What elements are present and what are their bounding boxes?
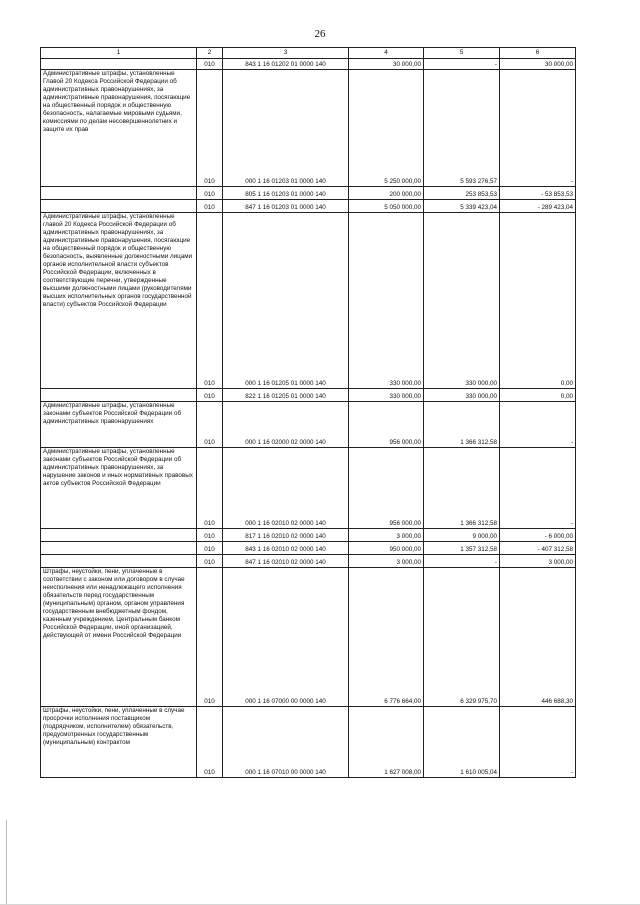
row-approved-amount-cell [349,200,424,213]
row-approved-amount-cell [349,70,424,187]
row-line-code: 010 [204,769,215,776]
row-executed-amount: - [494,61,497,68]
row-line-code-cell [197,59,223,70]
row-unexecuted-amount: 0,00 [560,393,573,400]
row-executed-amount-cell [424,529,500,542]
row-approved-amount-cell [349,707,424,778]
row-line-code-cell [197,555,223,568]
row-unexecuted-amount: - [570,520,573,527]
row-description-cell [41,448,197,529]
row-executed-amount-cell [424,187,500,200]
row-approved-amount-cell [349,402,424,448]
row-line-code: 010 [204,204,215,211]
row-line-code: 010 [204,393,215,400]
row-budget-code: 000 1 16 02010 02 0000 140 [245,520,326,527]
row-description-cell [41,568,197,707]
row-line-code-cell [197,402,223,448]
row-budget-code: 000 1 16 01205 01 0000 140 [245,380,326,387]
row-description-cell [41,542,197,555]
row-executed-amount: 6 329 975,70 [460,698,497,705]
row-description: Штрафы, неустойки, пени, уплаченные в соответствии с законом или договором в случае неисполнения или ненадлежащего исполнения обязательств перед государственным (муниципальным) органом, органом управления государственным внебюджетным фондом, казенным учреждением, Центральным банком Российской Федерации, иной организацией, действующей от имени Российской Федерации [43,568,185,639]
row-line-code-cell [197,70,223,187]
row-description-cell [41,59,197,70]
row-line-code-cell [197,448,223,529]
row-line-code: 010 [204,698,215,705]
row-description: Штрафы, неустойки, пени, уплаченные в случае просрочки исполнения поставщиком (подрядчиком, исполнителем) обязательств, предусмотренных государственным (муниципальным) контрактом [43,707,185,746]
row-budget-code-cell [223,402,349,448]
table-row [41,448,576,529]
row-description-cell [41,402,197,448]
row-budget-code-cell [223,213,349,389]
row-unexecuted-amount-cell [500,213,576,389]
row-approved-amount: 950 000,00 [389,546,421,553]
row-budget-code: 000 1 16 02000 02 0000 140 [245,439,326,446]
table-row [41,568,576,707]
row-unexecuted-amount-cell [500,568,576,707]
row-description-cell [41,200,197,213]
table-row [41,70,576,187]
row-unexecuted-amount-cell [500,187,576,200]
scan-edge-mark [6,820,7,905]
header-cell: 3 [223,48,349,59]
row-unexecuted-amount-cell [500,389,576,402]
row-approved-amount: 3 000,00 [396,559,421,566]
row-unexecuted-amount: - [570,178,573,185]
row-approved-amount: 1 627 008,00 [384,769,421,776]
row-executed-amount: 1 357 312,58 [460,546,497,553]
row-unexecuted-amount-cell [500,402,576,448]
table-row [41,707,576,778]
row-approved-amount-cell [349,529,424,542]
row-approved-amount: 330 000,00 [389,393,421,400]
row-line-code-cell [197,542,223,555]
row-budget-code: 805 1 16 01203 01 0000 140 [245,191,326,198]
row-approved-amount: 200 000,00 [389,191,421,198]
row-budget-code-cell [223,389,349,402]
row-line-code: 010 [204,520,215,527]
row-line-code: 010 [204,439,215,446]
row-description-cell [41,187,197,200]
header-row [41,48,576,59]
row-description-cell [41,529,197,542]
row-budget-code: 843 1 16 01202 01 0000 140 [245,61,326,68]
row-budget-code: 000 1 16 07010 00 0000 140 [245,769,326,776]
row-executed-amount-cell [424,448,500,529]
row-line-code: 010 [204,61,215,68]
row-executed-amount-cell [424,213,500,389]
row-unexecuted-amount-cell [500,707,576,778]
row-line-code-cell [197,187,223,200]
row-executed-amount: 1 610 005,04 [460,769,497,776]
row-approved-amount: 330 000,00 [389,380,421,387]
row-approved-amount-cell [349,568,424,707]
row-unexecuted-amount: - [570,439,573,446]
table-row [41,555,576,568]
row-unexecuted-amount: 3 000,00 [548,559,573,566]
row-line-code: 010 [204,380,215,387]
row-line-code: 010 [204,191,215,198]
row-approved-amount: 5 250 000,00 [384,178,421,185]
row-budget-code-cell [223,568,349,707]
row-executed-amount: 1 366 312,58 [460,520,497,527]
row-executed-amount: 1 366 312,58 [460,439,497,446]
revenue-table [40,47,576,778]
table-row [41,187,576,200]
header-cell: 5 [424,48,500,59]
row-budget-code: 817 1 16 02010 02 0000 140 [245,533,326,540]
row-executed-amount: 9 000,00 [472,533,497,540]
row-unexecuted-amount: - 289 423,04 [537,204,573,211]
row-description: Административные штрафы, установленные законами субъектов Российской Федерации об административных правонарушениях, за нарушение законов и иных нормативных правовых актов субъектов Российской Федерации [43,448,193,487]
row-approved-amount: 6 776 664,00 [384,698,421,705]
row-description-cell [41,70,197,187]
row-unexecuted-amount-cell [500,70,576,187]
row-budget-code: 847 1 16 01203 01 0000 140 [245,204,326,211]
row-budget-code: 822 1 16 01205 01 0000 140 [245,393,326,400]
row-budget-code-cell [223,448,349,529]
row-description: Административные штрафы, установленные Главой 20 Кодекса Российской Федерации об административных правонарушениях, за административные правонарушения, посягающие на общественный порядок и общественную безопасность, налагаемые мировыми судьями, комиссиями по делам несовершеннолетних и защите их прав [43,70,191,133]
row-approved-amount-cell [349,555,424,568]
row-approved-amount: 5 050 000,00 [384,204,421,211]
row-line-code-cell [197,568,223,707]
row-budget-code: 000 1 16 07000 00 0000 140 [245,698,326,705]
row-line-code-cell [197,529,223,542]
row-executed-amount-cell [424,555,500,568]
row-executed-amount: 5 339 423,04 [460,204,497,211]
row-approved-amount-cell [349,542,424,555]
row-approved-amount-cell [349,213,424,389]
row-description: Административные штрафы, установленные главой 20 Кодекса Российской Федерации об административных правонарушениях, за административные правонарушения, посягающие на общественный порядок и общественную безопасность, выявленные должностными лицами органов исполнительной власти субъектов Российской Федерации, включенных в соответствующие перечни, утвержденные высшими должностными лицами (руководителями высших исполнительных органов государственной власти) субъектов Российской Федерации [43,213,193,308]
row-description-cell [41,213,197,389]
row-executed-amount: - [494,559,497,566]
row-approved-amount: 3 000,00 [396,533,421,540]
row-executed-amount: 330 000,00 [465,393,497,400]
header-cell: 1 [41,48,197,59]
row-description-cell [41,707,197,778]
table-row [41,389,576,402]
row-approved-amount-cell [349,448,424,529]
table-row [41,59,576,70]
row-unexecuted-amount-cell [500,59,576,70]
row-line-code: 010 [204,533,215,540]
row-unexecuted-amount: - 6 000,00 [544,533,573,540]
row-line-code: 010 [204,546,215,553]
row-line-code-cell [197,213,223,389]
row-executed-amount-cell [424,402,500,448]
row-budget-code: 847 1 16 02010 02 0000 140 [245,559,326,566]
row-description: Административные штрафы, установленные законами субъектов Российской Федерации об административных правонарушениях [43,402,182,425]
row-line-code: 010 [204,178,215,185]
row-unexecuted-amount-cell [500,555,576,568]
row-description-cell [41,389,197,402]
table-row [41,213,576,389]
row-executed-amount-cell [424,59,500,70]
row-unexecuted-amount: - [570,769,573,776]
row-budget-code-cell [223,529,349,542]
row-unexecuted-amount: 30 000,00 [544,61,573,68]
row-approved-amount-cell [349,59,424,70]
table-row [41,529,576,542]
row-budget-code-cell [223,707,349,778]
row-approved-amount: 956 000,00 [389,439,421,446]
row-budget-code: 843 1 16 02010 02 0000 140 [245,546,326,553]
row-approved-amount-cell [349,187,424,200]
row-executed-amount-cell [424,542,500,555]
row-unexecuted-amount-cell [500,448,576,529]
row-unexecuted-amount: - 53 853,53 [541,191,573,198]
header-cell: 2 [197,48,223,59]
row-budget-code-cell [223,187,349,200]
row-executed-amount: 330 000,00 [465,380,497,387]
row-line-code-cell [197,707,223,778]
row-line-code-cell [197,389,223,402]
row-executed-amount: 5 593 276,57 [460,178,497,185]
table-row [41,542,576,555]
row-executed-amount-cell [424,707,500,778]
row-approved-amount: 956 000,00 [389,520,421,527]
row-unexecuted-amount-cell [500,529,576,542]
row-budget-code-cell [223,542,349,555]
row-approved-amount-cell [349,389,424,402]
row-unexecuted-amount: 446 688,30 [541,698,573,705]
row-budget-code: 000 1 16 01203 01 0000 140 [245,178,326,185]
row-budget-code-cell [223,200,349,213]
row-budget-code-cell [223,70,349,187]
table-row [41,402,576,448]
row-executed-amount-cell [424,200,500,213]
row-description-cell [41,555,197,568]
row-unexecuted-amount-cell [500,542,576,555]
header-cell: 6 [500,48,576,59]
row-unexecuted-amount: - 407 312,58 [537,546,573,553]
row-budget-code-cell [223,59,349,70]
row-executed-amount-cell [424,389,500,402]
table-row [41,200,576,213]
page-number: 26 [314,28,326,40]
row-unexecuted-amount: 0,00 [560,380,573,387]
row-executed-amount: 253 853,53 [465,191,497,198]
header-cell: 4 [349,48,424,59]
row-executed-amount-cell [424,70,500,187]
row-budget-code-cell [223,555,349,568]
row-unexecuted-amount-cell [500,200,576,213]
row-line-code-cell [197,200,223,213]
row-line-code: 010 [204,559,215,566]
row-approved-amount: 30 000,00 [392,61,421,68]
row-executed-amount-cell [424,568,500,707]
